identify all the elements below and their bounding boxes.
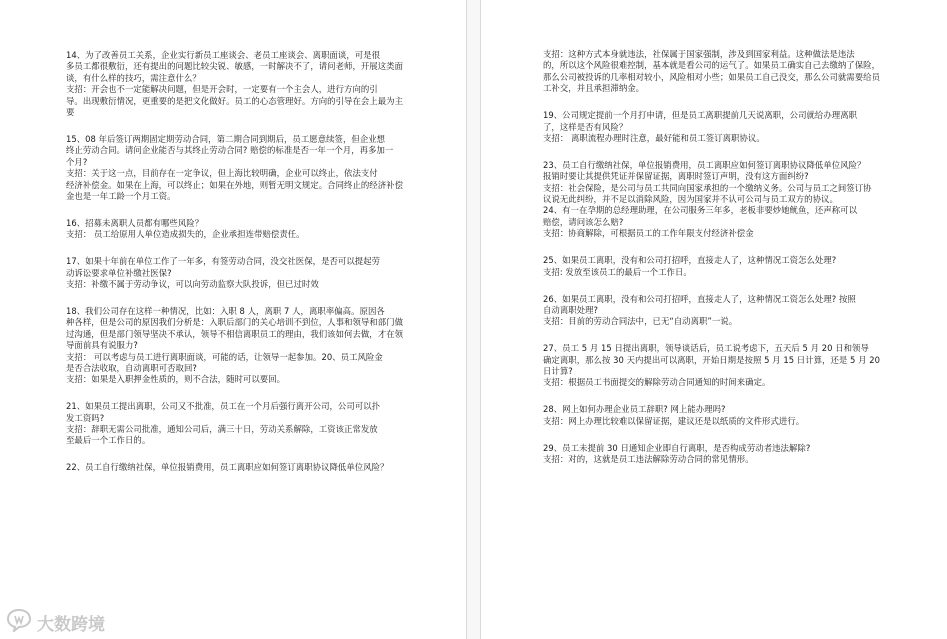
text-line: 过沟通，但是部门领导坚决不承认，领导不相信离职员工的理由，我们该如何去做，才在领	[66, 328, 403, 339]
qa-block	[66, 462, 456, 473]
watermark-text: 大数跨境	[37, 614, 105, 635]
text-line: 支招：开会也不一定能解决问题，但是开会时，一定要有一个主会人，进行方向的引	[66, 84, 378, 95]
text-line: 发工资吗?	[66, 412, 105, 423]
text-line: 支招： 可以考虑与员工进行离职面谈，可能的话，让领导一起参加。20、员工风险金	[66, 351, 383, 362]
qa-block	[66, 401, 456, 447]
text-line: 个月?	[66, 156, 88, 167]
text-line: 29、员工未提前 30 日通知企业即自行离职，是否构成劳动者违法解除?	[543, 442, 811, 453]
text-line: 支招： 员工给原用人单位造成损失的，企业承担连带赔偿责任。	[66, 229, 305, 240]
text-line: 15、08 年后签订两期固定期劳动合同，第二期合同到期后，员工愿意续签，但企业想	[66, 133, 386, 144]
text-line: 支招：补缴不属于劳动争议，可以向劳动监察大队投诉，但已过时效	[66, 279, 319, 289]
text-line: 报销时要让其提供凭证并保留证据，离职时签订声明，没有这方面纠纷?	[543, 171, 809, 182]
text-line: 是否合法收取，自动离职可否取回?	[66, 362, 197, 373]
text-line: 支招：这种方式本身就违法，社保属于国家强制，涉及到国家利益。这种做法是违法	[543, 49, 855, 59]
text-line: 支招：社会保险，是公司与员工共同向国家承担的一个缴纳义务。公司与员工之间签订协	[543, 182, 872, 193]
text-line: 23、员工自行缴纳社保，单位报销费用，员工离职应如何签订离职协议降低单位风险？	[543, 159, 866, 170]
left-page	[0, 0, 466, 639]
text-line: 种各样，但是公司的原因我们分析是：入职后部门的关心培训不到位，人事和领导和部门做	[66, 317, 403, 328]
text-line: 支招：辞职无需公司批准，通知公司后，满三十日，劳动关系解除，工资该正常发放	[66, 424, 378, 435]
text-line: 28、网上如何办理企业员工辞职? 网上能办理吗?	[543, 404, 726, 415]
qa-block	[66, 134, 456, 202]
text-line: 支招： 离职流程办理时注意，最好能和员工签订离职协议。	[543, 132, 765, 143]
text-line: 22、员工自行缴纳社保，单位报销费用，员工离职应如何签订离职协议降低单位风险？	[66, 462, 389, 473]
qa-block	[543, 443, 927, 466]
qa-block	[543, 294, 927, 328]
text-line: 14、为了改善员工关系，企业实行新员工座谈会、老员工座谈会、离职面谈，可是很	[66, 50, 381, 60]
text-line: 工补交，并且承担滞纳金。	[543, 83, 645, 94]
qa-block	[543, 404, 927, 427]
text-line: 18、我们公司存在这样一种情况，比如：入职 8 人，离职 7 人，离职率偏高。原因各	[66, 305, 385, 316]
text-line: 了，这样是否有风险？	[543, 121, 628, 132]
text-line: 支招：目前的劳动合同法中，已无“自动离职”一说。	[543, 316, 738, 327]
qa-block	[543, 343, 927, 389]
qa-block	[543, 110, 927, 144]
text-line: 动诉讼要求单位补缴社医保?	[66, 267, 172, 278]
text-line: 支招: 发放至该员工的最后一个工作日。	[543, 266, 692, 277]
text-line: 的，所以这个风险很难控制，基本就是看公司的运气了。如果员工确实自己去缴纳了保险，	[543, 60, 880, 71]
text-line: 赔偿，请问该怎么赔?	[543, 216, 624, 227]
text-line: 支招：对的，这就是员工违法解除劳动合同的常见情形。	[543, 454, 754, 465]
text-line: 导。出现敷衍情况，更重要的是把文化做好。员工的心态管理好。方向的引导在会上最为主	[66, 95, 403, 106]
text-line: 至最后一个工作日的。	[66, 435, 151, 446]
text-line: 19、公司规定提前一个月打申请，但是员工离职提前几天说离职，公司就给办理离职	[543, 110, 858, 121]
bubble-logo-icon	[6, 608, 32, 637]
text-line: 要	[66, 107, 75, 118]
text-line: 支招：如果是入职押金性质的，则不合法，随时可以要回。	[66, 374, 286, 385]
text-line: 导面前具有说服力?	[66, 340, 138, 351]
text-line: 日计算?	[543, 366, 573, 377]
page-divider	[466, 0, 481, 639]
qa-block	[543, 255, 927, 278]
qa-block	[66, 256, 456, 290]
text-line: 经济补偿金。如果在上海，可以终止；如果在外地，则暂无明文规定。合同终止的经济补偿	[66, 179, 403, 190]
text-line: 谈，有什么样的技巧，需注意什么？	[66, 72, 201, 83]
qa-block	[66, 218, 456, 241]
qa-block	[543, 160, 927, 240]
text-line: 27、员工 5 月 15 日提出离职，领导谈话后，员工说考虑下，五天后 5 月 20 日和领导	[543, 343, 869, 354]
text-line: 21、如果员工提出离职，公司又不批准，员工在一个月后强行离开公司，公司可以扑	[66, 401, 381, 412]
text-line: 议说无此纠纷，并不足以消除风险，因为国家并不认可公司与员工双方的协议。	[543, 194, 838, 205]
qa-block	[66, 306, 456, 386]
text-line: 支招：关于这一点，目前存在一定争议，但上海比较明确，企业可以终止，依法支付	[66, 168, 378, 179]
watermark	[6, 608, 136, 636]
text-line: 支招：网上办理比较难以保留证据，建议还是以纸质的文件形式进行。	[543, 415, 805, 426]
qa-block	[66, 50, 456, 118]
text-line: 终止劳动合同。请问企业能否与其终止劳动合同? 赔偿的标准是否一年一个月，再多加一	[66, 145, 394, 156]
text-line: 26、如果员工离职，没有和公司打招呼，直接走人了，这种情况工资怎么处理? 按照	[543, 293, 856, 304]
text-line: 25、如果员工离职，没有和公司打招呼，直接走人了，这种情况工资怎么处理?	[543, 255, 837, 266]
text-line: 支招：根据员工书面提交的解除劳动合同通知的时间来确定。	[543, 377, 771, 388]
text-line: 支招：协商解除，可根据员工的工作年限支付经济补偿金	[543, 228, 754, 239]
text-line: 24、有一在孕期的总经理助理，在公司服务三年多，老板非要炒她鱿鱼，还声称可以	[543, 205, 858, 216]
text-line: 17、如果十年前在单位工作了一年多，有签劳动合同，没交社医保，是否可以提起劳	[66, 256, 381, 267]
text-line: 多员工都很敷衍，还有提出的问题比较尖锐、敏感，一时解决不了，请问老师，开展这类面	[66, 61, 403, 72]
right-page	[481, 0, 947, 639]
text-line: 那么公司被投诉的几率相对较小，风险相对小些；如果员工自己没交，那么公司就需要给员	[543, 71, 880, 82]
text-line: 16、招募未离职人员都有哪些风险？	[66, 217, 204, 228]
text-line: 自动离职处理?	[543, 304, 599, 315]
text-line: 金也是一年工龄一个月工资。	[66, 190, 176, 201]
text-line: 确定离职，那么按 30 天内提出可以离职，开始日期是按照 5 月 15 日计算，还是 5 月 20	[543, 354, 881, 365]
qa-block	[543, 49, 927, 95]
